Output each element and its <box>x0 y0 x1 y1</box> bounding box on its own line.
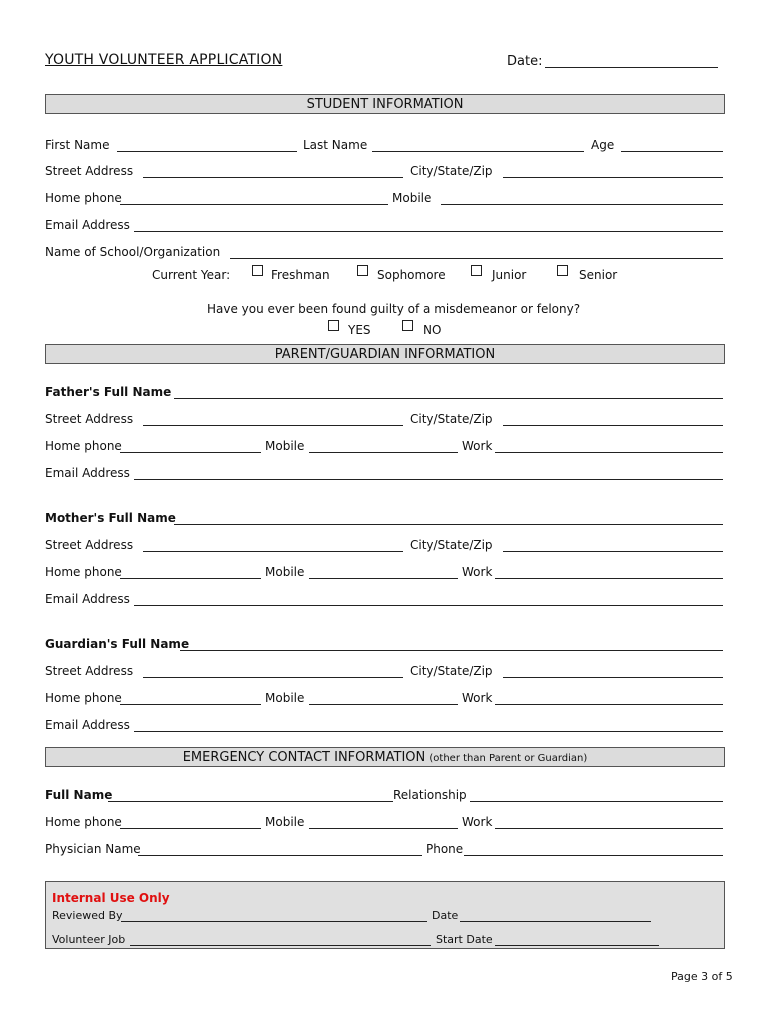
mother-email-field[interactable] <box>134 605 723 606</box>
mother-email-label: Email Address <box>45 592 130 606</box>
sophomore-checkbox[interactable] <box>357 265 368 276</box>
guardian-mobile-field[interactable] <box>309 704 458 705</box>
senior-checkbox[interactable] <box>557 265 568 276</box>
emergency-full-name-label: Full Name <box>45 788 113 802</box>
age-field[interactable] <box>621 151 723 152</box>
volunteer-job-field[interactable] <box>130 945 431 946</box>
section-parent-info <box>45 344 725 364</box>
father-work-label: Work <box>462 439 493 453</box>
school-field[interactable] <box>230 258 723 259</box>
mother-city-field[interactable] <box>503 551 723 552</box>
misdemeanor-question: Have you ever been found guilty of a misdemeanor or felony? <box>207 302 581 316</box>
start-date-label: Start Date <box>436 933 493 946</box>
relationship-label: Relationship <box>393 788 467 802</box>
age-label: Age <box>591 138 615 152</box>
father-street-label: Street Address <box>45 412 134 426</box>
mother-work-label: Work <box>462 565 493 579</box>
date-field[interactable] <box>545 67 718 68</box>
freshman-checkbox[interactable] <box>252 265 263 276</box>
internal-date-label: Date <box>432 909 459 922</box>
father-mobile-field[interactable] <box>309 452 458 453</box>
emergency-home-phone-label: Home phone <box>45 815 122 829</box>
volunteer-job-label: Volunteer Job <box>52 933 126 946</box>
no-checkbox[interactable] <box>402 320 413 331</box>
mother-mobile-field[interactable] <box>309 578 458 579</box>
father-work-field[interactable] <box>495 452 723 453</box>
school-label: Name of School/Organization <box>45 245 221 259</box>
mother-name-field[interactable] <box>174 524 723 525</box>
yes-label: YES <box>348 323 371 337</box>
form-title: YOUTH VOLUNTEER APPLICATION <box>45 52 283 68</box>
section-title: STUDENT INFORMATION <box>306 97 464 112</box>
last-name-label: Last Name <box>303 138 368 152</box>
father-name-field[interactable] <box>174 398 723 399</box>
father-home-phone-field[interactable] <box>120 452 261 453</box>
junior-label: Junior <box>492 268 527 282</box>
mother-work-field[interactable] <box>495 578 723 579</box>
mother-street-field[interactable] <box>143 551 403 552</box>
father-email-label: Email Address <box>45 466 130 480</box>
city-state-zip-field[interactable] <box>503 177 723 178</box>
guardian-street-label: Street Address <box>45 664 134 678</box>
start-date-field[interactable] <box>495 945 659 946</box>
father-email-field[interactable] <box>134 479 723 480</box>
guardian-city-label: City/State/Zip <box>410 664 493 678</box>
guardian-work-label: Work <box>462 691 493 705</box>
section-student-info <box>45 94 725 114</box>
first-name-label: First Name <box>45 138 110 152</box>
father-name-label: Father's Full Name <box>45 385 172 399</box>
current-year-label: Current Year: <box>152 268 231 282</box>
senior-label: Senior <box>579 268 618 282</box>
relationship-field[interactable] <box>470 801 723 802</box>
section-note: (other than Parent or Guardian) <box>429 753 588 764</box>
section-title: EMERGENCY CONTACT INFORMATION <box>182 750 426 765</box>
physician-phone-label: Phone <box>426 842 464 856</box>
mother-home-phone-label: Home phone <box>45 565 122 579</box>
physician-name-label: Physician Name <box>45 842 141 856</box>
guardian-home-phone-field[interactable] <box>120 704 261 705</box>
reviewed-by-field[interactable] <box>121 921 427 922</box>
emergency-work-label: Work <box>462 815 493 829</box>
internal-date-field[interactable] <box>460 921 651 922</box>
guardian-home-phone-label: Home phone <box>45 691 122 705</box>
guardian-city-field[interactable] <box>503 677 723 678</box>
guardian-work-field[interactable] <box>495 704 723 705</box>
email-label: Email Address <box>45 218 130 232</box>
mother-street-label: Street Address <box>45 538 134 552</box>
guardian-name-label: Guardian's Full Name <box>45 637 190 651</box>
guardian-name-field[interactable] <box>180 650 723 651</box>
guardian-email-label: Email Address <box>45 718 130 732</box>
guardian-email-field[interactable] <box>134 731 723 732</box>
father-street-field[interactable] <box>143 425 403 426</box>
father-mobile-label: Mobile <box>265 439 305 453</box>
internal-use-box <box>45 881 725 949</box>
home-phone-field[interactable] <box>120 204 388 205</box>
junior-checkbox[interactable] <box>471 265 482 276</box>
emergency-home-phone-field[interactable] <box>120 828 261 829</box>
first-name-field[interactable] <box>117 151 297 152</box>
city-state-zip-label: City/State/Zip <box>410 164 493 178</box>
sophomore-label: Sophomore <box>377 268 446 282</box>
reviewed-by-label: Reviewed By <box>52 909 123 922</box>
yes-checkbox[interactable] <box>328 320 339 331</box>
mobile-label: Mobile <box>392 191 432 205</box>
date-label: Date: <box>507 54 543 69</box>
physician-phone-field[interactable] <box>464 855 723 856</box>
section-title: PARENT/GUARDIAN INFORMATION <box>274 347 496 362</box>
mother-mobile-label: Mobile <box>265 565 305 579</box>
emergency-mobile-field[interactable] <box>309 828 458 829</box>
emergency-work-field[interactable] <box>495 828 723 829</box>
page-number: Page 3 of 5 <box>671 970 733 983</box>
mobile-field[interactable] <box>441 204 723 205</box>
physician-name-field[interactable] <box>138 855 422 856</box>
emergency-mobile-label: Mobile <box>265 815 305 829</box>
father-city-field[interactable] <box>503 425 723 426</box>
email-field[interactable] <box>134 231 723 232</box>
internal-use-title: Internal Use Only <box>52 891 170 905</box>
freshman-label: Freshman <box>271 268 330 282</box>
mother-name-label: Mother's Full Name <box>45 511 176 525</box>
emergency-full-name-field[interactable] <box>108 801 393 802</box>
no-label: NO <box>423 323 442 337</box>
guardian-mobile-label: Mobile <box>265 691 305 705</box>
mother-home-phone-field[interactable] <box>120 578 261 579</box>
mother-city-label: City/State/Zip <box>410 538 493 552</box>
father-home-phone-label: Home phone <box>45 439 122 453</box>
section-emergency-contact <box>45 747 725 767</box>
home-phone-label: Home phone <box>45 191 122 205</box>
guardian-street-field[interactable] <box>143 677 403 678</box>
father-city-label: City/State/Zip <box>410 412 493 426</box>
street-address-field[interactable] <box>143 177 403 178</box>
last-name-field[interactable] <box>372 151 584 152</box>
street-address-label: Street Address <box>45 164 134 178</box>
